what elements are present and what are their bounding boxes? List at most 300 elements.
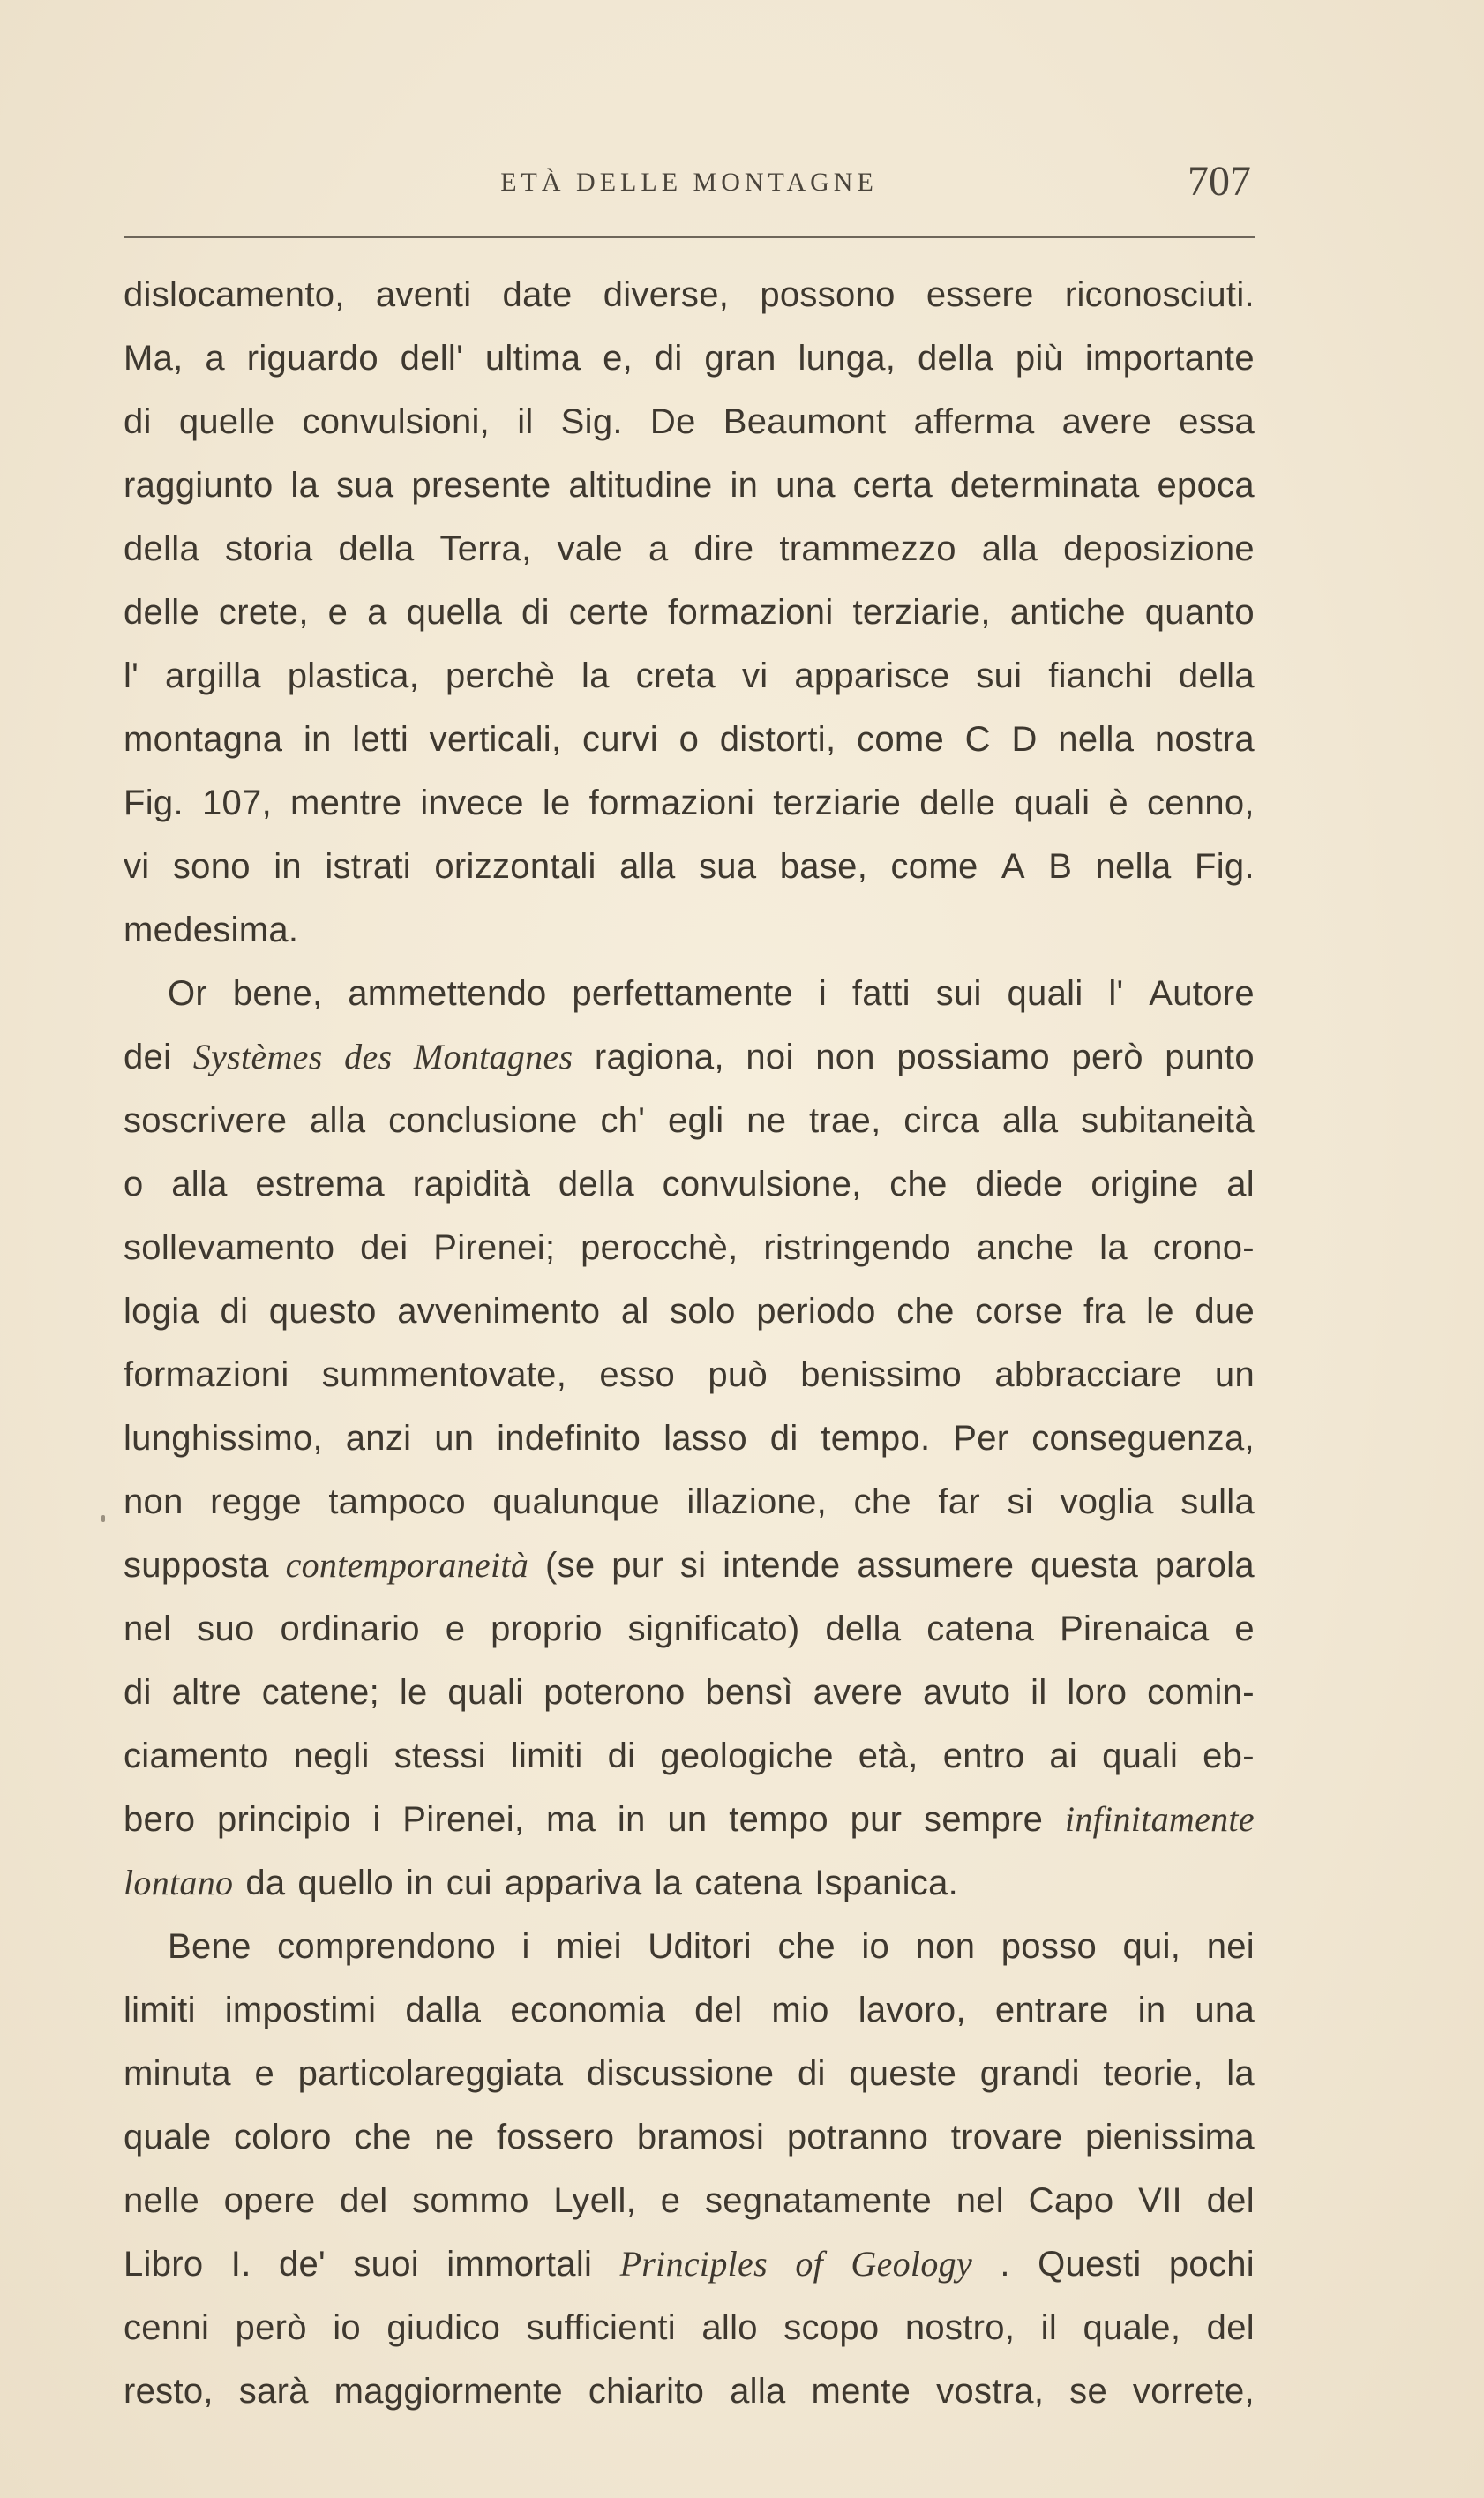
word: C bbox=[964, 720, 991, 759]
word: diede bbox=[975, 1165, 1063, 1204]
word: e bbox=[445, 1609, 466, 1648]
word: una bbox=[1195, 1991, 1255, 2029]
word: in bbox=[303, 720, 332, 759]
word: Sig. bbox=[560, 402, 623, 441]
word: ma bbox=[546, 1800, 596, 1839]
word: in bbox=[405, 1864, 434, 1902]
italic-word: des bbox=[344, 1037, 393, 1076]
word: egli bbox=[667, 1101, 724, 1140]
word: dalla bbox=[405, 1991, 482, 2029]
word: de' bbox=[278, 2245, 326, 2284]
word: la bbox=[654, 1864, 683, 1902]
word: però bbox=[1071, 1038, 1143, 1076]
word: quali bbox=[1007, 974, 1083, 1013]
word: stessi bbox=[393, 1737, 486, 1775]
body-text bbox=[124, 263, 1255, 2423]
word: lunga, bbox=[798, 339, 896, 378]
word: io bbox=[333, 2308, 361, 2347]
word: età, bbox=[858, 1737, 918, 1775]
word: orizzontali bbox=[434, 847, 596, 886]
word: loro bbox=[1067, 1673, 1128, 1712]
text-line bbox=[124, 771, 1255, 835]
word: catena bbox=[694, 1864, 803, 1902]
word: è bbox=[1108, 784, 1128, 822]
word: Or bbox=[168, 974, 208, 1013]
word: sarà bbox=[238, 2372, 309, 2411]
word: antiche bbox=[1009, 593, 1126, 632]
word: noi bbox=[746, 1038, 794, 1076]
word: solo bbox=[670, 1292, 736, 1331]
word: di bbox=[797, 2054, 826, 2093]
word: ne bbox=[434, 2118, 475, 2157]
word: avvenimento bbox=[397, 1292, 601, 1331]
word: convulsione, bbox=[662, 1165, 862, 1204]
italic-word: contemporaneità bbox=[285, 1545, 529, 1585]
word: corse bbox=[975, 1292, 1063, 1331]
word: bene, bbox=[232, 974, 323, 1013]
word: la bbox=[290, 466, 319, 505]
word: a bbox=[205, 339, 225, 378]
word: mente bbox=[811, 2372, 911, 2411]
text-line bbox=[124, 1978, 1255, 2042]
word: immortali bbox=[446, 2245, 593, 2284]
word: anzi bbox=[345, 1419, 412, 1458]
word: pienissima bbox=[1084, 2118, 1255, 2157]
word: sulla bbox=[1180, 1482, 1255, 1521]
word: bensì bbox=[705, 1673, 793, 1712]
word: una bbox=[776, 466, 836, 505]
word: assumere bbox=[857, 1546, 1015, 1585]
word: Questi bbox=[1038, 2245, 1142, 2284]
word: curvi bbox=[582, 720, 658, 759]
word: quello bbox=[297, 1864, 393, 1902]
text-line bbox=[124, 2105, 1255, 2169]
word: comin- bbox=[1147, 1673, 1255, 1712]
word: miei bbox=[556, 1927, 622, 1966]
word: nostro, bbox=[904, 2308, 1016, 2347]
word: pochi bbox=[1168, 2245, 1255, 2284]
word: determinata bbox=[950, 466, 1140, 505]
word: sua bbox=[336, 466, 394, 505]
text-line bbox=[124, 1788, 1255, 1851]
text-line bbox=[124, 1851, 1255, 1915]
word: o bbox=[124, 1165, 144, 1204]
word: particolareggiata bbox=[297, 2054, 564, 2093]
word: verticali, bbox=[429, 720, 562, 759]
word: importante bbox=[1084, 339, 1255, 378]
word: la bbox=[1226, 2054, 1255, 2093]
word: limiti bbox=[510, 1737, 583, 1775]
word: negli bbox=[293, 1737, 370, 1775]
word: nella bbox=[1095, 847, 1172, 886]
italic-word: infinitamente bbox=[1064, 1799, 1255, 1839]
word: quelle bbox=[178, 402, 275, 441]
word: della bbox=[1178, 656, 1255, 695]
text-line bbox=[124, 1661, 1255, 1724]
word: quale bbox=[124, 2118, 212, 2157]
word: creta bbox=[635, 656, 716, 695]
word: della bbox=[918, 339, 994, 378]
word: resto, bbox=[124, 2372, 214, 2411]
word: in bbox=[1137, 1991, 1166, 2029]
word: avere bbox=[813, 1673, 903, 1712]
word: Per bbox=[953, 1419, 1009, 1458]
word: al bbox=[620, 1292, 649, 1331]
word: entro bbox=[942, 1737, 1025, 1775]
text-line bbox=[124, 898, 1255, 962]
word: tampoco bbox=[328, 1482, 466, 1521]
word: le bbox=[399, 1673, 428, 1712]
word: questo bbox=[268, 1292, 377, 1331]
word: mentre bbox=[290, 784, 402, 822]
word: aventi bbox=[375, 275, 472, 314]
word: fossero bbox=[497, 2118, 615, 2157]
word: poterono bbox=[543, 1673, 686, 1712]
word: può bbox=[708, 1355, 768, 1394]
word: storia bbox=[224, 529, 313, 568]
word: trovare bbox=[950, 2118, 1063, 2157]
word: non bbox=[915, 1927, 976, 1966]
word: fra bbox=[1083, 1292, 1126, 1331]
text-line bbox=[124, 1343, 1255, 1407]
word: fatti bbox=[851, 974, 911, 1013]
word: letti bbox=[352, 720, 409, 759]
text-line bbox=[124, 326, 1255, 390]
word: quanto bbox=[1144, 593, 1255, 632]
word: punto bbox=[1165, 1038, 1255, 1076]
word: certa bbox=[852, 466, 933, 505]
word: non bbox=[815, 1038, 875, 1076]
word: di bbox=[521, 593, 550, 632]
word: alla bbox=[619, 847, 676, 886]
word: delle bbox=[124, 593, 200, 632]
word: avuto bbox=[922, 1673, 1011, 1712]
word: regge bbox=[210, 1482, 302, 1521]
text-line bbox=[124, 1279, 1255, 1343]
word: Capo bbox=[1028, 2181, 1114, 2220]
text-line bbox=[124, 1089, 1255, 1152]
word: rapidità bbox=[412, 1165, 531, 1204]
word: a bbox=[648, 529, 669, 568]
word: sollevamento bbox=[124, 1228, 335, 1267]
word: Fig. bbox=[1194, 847, 1255, 886]
word: la bbox=[1099, 1228, 1128, 1267]
word: lunghissimo, bbox=[124, 1419, 323, 1458]
word: alla bbox=[171, 1165, 228, 1204]
word: cenni bbox=[124, 2308, 210, 2347]
running-head bbox=[124, 157, 1255, 210]
word: opere bbox=[223, 2181, 316, 2220]
word: invece bbox=[420, 784, 524, 822]
text-line bbox=[124, 2042, 1255, 2105]
word: vorrete, bbox=[1132, 2372, 1255, 2411]
page-number: 707 bbox=[1188, 158, 1251, 205]
word: i bbox=[521, 1927, 530, 1966]
word: anche bbox=[976, 1228, 1075, 1267]
word: terziarie, bbox=[852, 593, 991, 632]
word: vale bbox=[557, 529, 624, 568]
word: sempre bbox=[924, 1800, 1044, 1839]
text-line bbox=[124, 1025, 1255, 1089]
word: tempo. bbox=[821, 1419, 931, 1458]
word: VII bbox=[1138, 2181, 1182, 2220]
word: Ma, bbox=[124, 339, 184, 378]
word: gran bbox=[704, 339, 776, 378]
word: esso bbox=[599, 1355, 676, 1394]
text-line bbox=[124, 1534, 1255, 1597]
word: raggiunto bbox=[124, 466, 274, 505]
word: come bbox=[857, 720, 945, 759]
word: sui bbox=[976, 656, 1023, 695]
word: e bbox=[1234, 1609, 1255, 1648]
word: soscrivere bbox=[124, 1101, 288, 1140]
word: di bbox=[124, 402, 152, 441]
running-title: ETÀ DELLE MONTAGNE bbox=[500, 168, 878, 197]
text-line bbox=[124, 1724, 1255, 1788]
word: proprio bbox=[491, 1609, 603, 1648]
word: ordinario bbox=[280, 1609, 420, 1648]
text-line bbox=[124, 454, 1255, 517]
word: avere bbox=[1061, 402, 1152, 441]
word: e bbox=[660, 2181, 681, 2220]
word: terziarie bbox=[773, 784, 902, 822]
text-line bbox=[124, 1915, 1255, 1978]
word: alla bbox=[981, 529, 1038, 568]
word: deposizione bbox=[1063, 529, 1255, 568]
text-line bbox=[124, 2169, 1255, 2232]
word: perfettamente bbox=[572, 974, 794, 1013]
word: date bbox=[502, 275, 573, 314]
word: la bbox=[581, 656, 610, 695]
word: subitaneità bbox=[1081, 1101, 1255, 1140]
word: formazioni bbox=[124, 1355, 289, 1394]
word: questa bbox=[1031, 1546, 1139, 1585]
word: crete, bbox=[218, 593, 309, 632]
word: I. bbox=[230, 2245, 251, 2284]
word: . bbox=[1000, 2245, 1010, 2284]
word: essa bbox=[1179, 402, 1255, 441]
word: il bbox=[1031, 1673, 1047, 1712]
word: dell' bbox=[400, 339, 464, 378]
word: ciamento bbox=[124, 1737, 269, 1775]
word: distorti, bbox=[719, 720, 836, 759]
word: alla bbox=[1001, 1101, 1059, 1140]
word: Uditori bbox=[648, 1927, 752, 1966]
word: i bbox=[818, 974, 828, 1013]
word: riguardo bbox=[246, 339, 378, 378]
word: del bbox=[694, 1991, 743, 2029]
text-line bbox=[124, 708, 1255, 771]
word: queste bbox=[849, 2054, 957, 2093]
word: due bbox=[1195, 1292, 1255, 1331]
word: del bbox=[1206, 2181, 1255, 2220]
word: A bbox=[1001, 847, 1025, 886]
word: Beaumont bbox=[723, 402, 887, 441]
word: potranno bbox=[786, 2118, 929, 2157]
word: i bbox=[372, 1800, 381, 1839]
word: Pirenei; bbox=[433, 1228, 556, 1267]
word: suoi bbox=[353, 2245, 419, 2284]
word: fianchi bbox=[1048, 656, 1152, 695]
word: pur bbox=[850, 1800, 903, 1839]
word: medesima. bbox=[124, 911, 299, 949]
word: far bbox=[938, 1482, 981, 1521]
word: o bbox=[678, 720, 700, 759]
word: dislocamento, bbox=[124, 275, 345, 314]
word: altitudine bbox=[568, 466, 713, 505]
text-line bbox=[124, 263, 1255, 326]
text-line bbox=[124, 2232, 1255, 2296]
word: summentovate, bbox=[321, 1355, 567, 1394]
word: delle bbox=[919, 784, 996, 822]
word: Fig. bbox=[124, 784, 184, 822]
word: indefinito bbox=[497, 1419, 641, 1458]
word: il bbox=[517, 402, 534, 441]
word: sufficienti bbox=[526, 2308, 676, 2347]
word: economia bbox=[510, 1991, 666, 2029]
word: cenno, bbox=[1146, 784, 1255, 822]
word: di bbox=[124, 1673, 152, 1712]
word: eb- bbox=[1203, 1737, 1255, 1775]
word: formazioni bbox=[588, 784, 755, 822]
word: perchè bbox=[446, 656, 556, 695]
word: parola bbox=[1154, 1546, 1255, 1585]
word: bramosi bbox=[636, 2118, 765, 2157]
word: che bbox=[889, 1165, 948, 1204]
word: scopo bbox=[783, 2308, 880, 2347]
word: base, bbox=[779, 847, 868, 886]
word: perocchè, bbox=[581, 1228, 738, 1267]
word: trammezzo bbox=[779, 529, 956, 568]
word: nei bbox=[1206, 1927, 1255, 1966]
text-line bbox=[124, 835, 1255, 898]
word: chiarito bbox=[588, 2372, 705, 2411]
word: e bbox=[327, 593, 349, 632]
word: ne bbox=[746, 1101, 787, 1140]
word: mio bbox=[771, 1991, 829, 2029]
word: giudico bbox=[386, 2308, 501, 2347]
word: tempo bbox=[729, 1800, 828, 1839]
word: benissimo bbox=[800, 1355, 963, 1394]
text-line bbox=[124, 962, 1255, 1025]
word: dire bbox=[693, 529, 754, 568]
word: possiamo bbox=[896, 1038, 1050, 1076]
word: che bbox=[896, 1292, 955, 1331]
word: non bbox=[124, 1482, 184, 1521]
word: che bbox=[777, 1927, 836, 1966]
italic-word: Systèmes bbox=[192, 1037, 323, 1076]
header-rule bbox=[124, 236, 1255, 238]
word: un bbox=[1214, 1355, 1255, 1394]
word: vostra, bbox=[936, 2372, 1045, 2411]
word: B bbox=[1048, 847, 1073, 886]
word: ultima bbox=[484, 339, 581, 378]
word: trae, bbox=[808, 1101, 881, 1140]
word: limiti bbox=[124, 1991, 196, 2029]
word: del bbox=[340, 2181, 388, 2220]
word: ristringendo bbox=[763, 1228, 951, 1267]
word: sommo bbox=[412, 2181, 529, 2220]
word: da bbox=[245, 1864, 286, 1902]
word: De bbox=[649, 402, 696, 441]
word: l' bbox=[124, 656, 139, 695]
word: catene; bbox=[261, 1673, 380, 1712]
word: minuta bbox=[124, 2054, 231, 2093]
word: e bbox=[254, 2054, 274, 2093]
text-line bbox=[124, 2359, 1255, 2423]
word: logia bbox=[124, 1292, 200, 1331]
word: conclusione bbox=[388, 1101, 578, 1140]
word: Bene bbox=[168, 1927, 251, 1966]
word: segnatamente bbox=[704, 2181, 933, 2220]
word: diverse, bbox=[603, 275, 730, 314]
word: in bbox=[730, 466, 759, 505]
word: dei bbox=[124, 1038, 172, 1076]
word: montagna bbox=[124, 720, 283, 759]
word: vi bbox=[124, 847, 150, 886]
word: catena bbox=[926, 1609, 1035, 1648]
word: pur bbox=[611, 1546, 663, 1585]
word: formazioni bbox=[668, 593, 834, 632]
word: allo bbox=[701, 2308, 758, 2347]
word: epoca bbox=[1157, 466, 1255, 505]
word: apparisce bbox=[794, 656, 950, 695]
word: però bbox=[235, 2308, 307, 2347]
word: della bbox=[338, 529, 415, 568]
word: argilla bbox=[165, 656, 261, 695]
text-line bbox=[124, 390, 1255, 454]
word: comprendono bbox=[277, 1927, 497, 1966]
text-line bbox=[124, 1470, 1255, 1534]
word: Libro bbox=[124, 2245, 204, 2284]
word: qui, bbox=[1122, 1927, 1181, 1966]
italic-word: Principles bbox=[619, 2244, 768, 2284]
word: di bbox=[220, 1292, 249, 1331]
word: nel bbox=[124, 1609, 172, 1648]
word: Ispanica. bbox=[814, 1864, 959, 1902]
word: periodo bbox=[756, 1292, 876, 1331]
word: certe bbox=[568, 593, 649, 632]
word: lavoro, bbox=[858, 1991, 966, 2029]
italic-word: of bbox=[795, 2244, 824, 2284]
word: principio bbox=[216, 1800, 351, 1839]
word: le bbox=[1146, 1292, 1174, 1331]
word: qualunque bbox=[492, 1482, 660, 1521]
word: in bbox=[274, 847, 302, 886]
word: alla bbox=[730, 2372, 786, 2411]
word: nostra bbox=[1154, 720, 1255, 759]
word: della bbox=[558, 1165, 634, 1204]
word: estrema bbox=[255, 1165, 385, 1204]
word: ammettendo bbox=[348, 974, 547, 1013]
word: a bbox=[367, 593, 387, 632]
word: di bbox=[654, 339, 683, 378]
word: e, bbox=[603, 339, 633, 378]
word: presente bbox=[411, 466, 551, 505]
word: circa bbox=[903, 1101, 980, 1140]
word: abbracciare bbox=[994, 1355, 1182, 1394]
word: grandi bbox=[979, 2054, 1080, 2093]
word: vi bbox=[741, 656, 768, 695]
word: supposta bbox=[124, 1546, 269, 1585]
word: intende bbox=[723, 1546, 841, 1585]
word: essere bbox=[926, 275, 1034, 314]
text-line bbox=[124, 644, 1255, 708]
word: nella bbox=[1058, 720, 1135, 759]
word: un bbox=[434, 1419, 475, 1458]
word: posso bbox=[1001, 1927, 1097, 1966]
word: (se bbox=[544, 1546, 596, 1585]
